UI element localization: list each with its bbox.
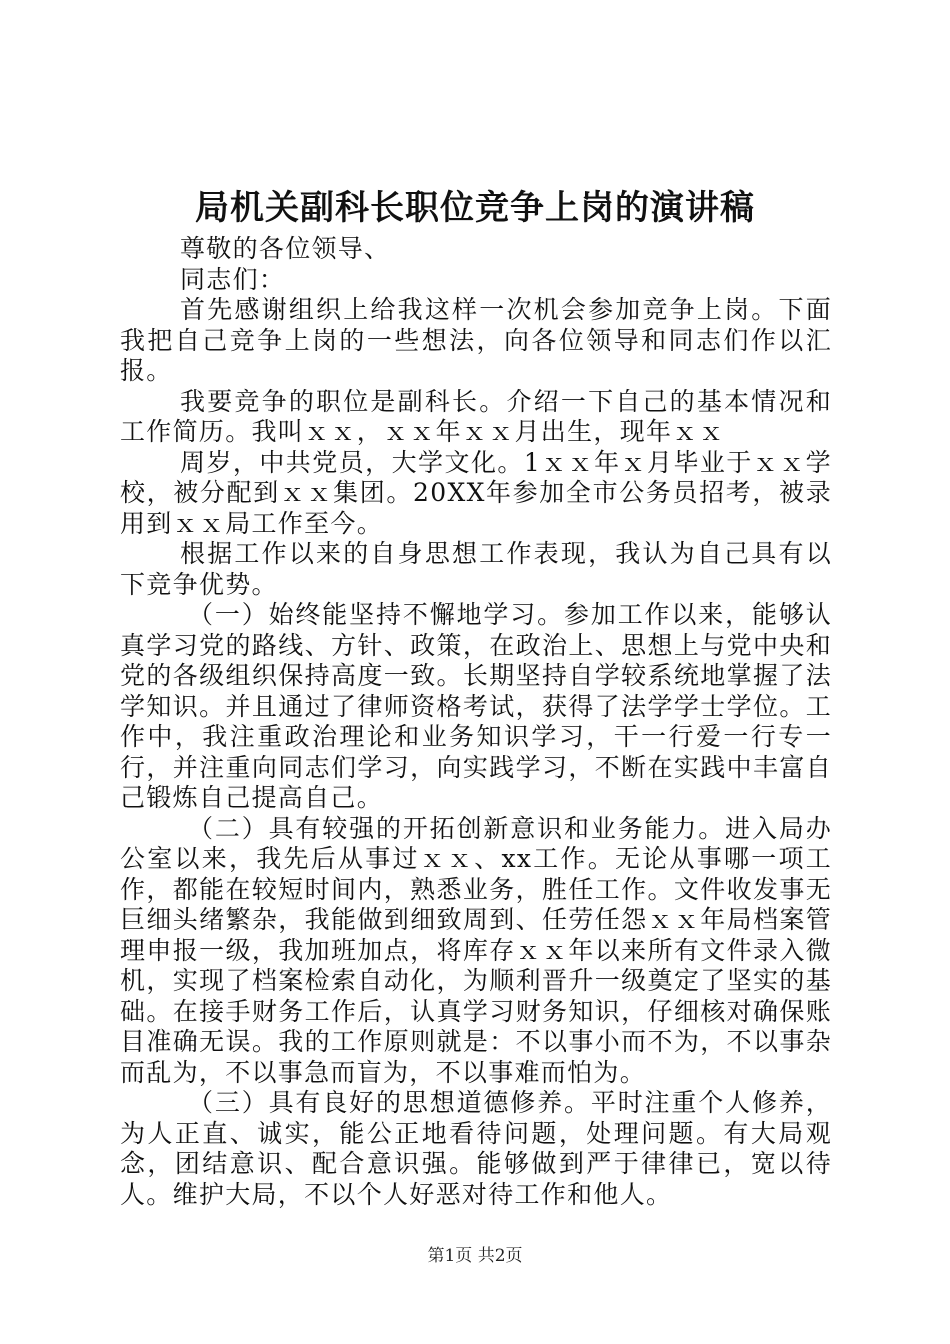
page-number-footer: 第1页 共2页 [427,1246,523,1266]
salutation-line-2: 同志们： [180,264,286,294]
salutation-line-1: 尊敬的各位领导、 [180,234,391,263]
paragraph-intro: 首先感谢组织上给我这样一次机会参加竞争上岗。下面我把自己竞争上岗的一些想法，向各位领导和同志们作以汇报。 [120,295,832,385]
paragraph-background: 周岁，中共党员，大学文化。1ｘｘ年ｘ月毕业于ｘｘ学校，被分配到ｘｘ集团。20XX年参加全市公务员招考，被录用到ｘｘ局工作至今。 [120,447,832,538]
document-title: 局机关副科长职位竞争上岗的演讲稿 [195,188,755,228]
paragraph-point-3: （三）具有良好的思想道德修养。平时注重个人修养，为人正直、诚实，能公正地看待问题，处理问题。有大局观念，团结意识、配合意识强。能够做到严于律律已，宽以待人。维护大局，不以个人好恶对待工作和他人。 [120,1088,832,1209]
paragraph-position: 我要竞争的职位是副科长。介绍一下自己的基本情况和工作简历。我叫ｘｘ，ｘｘ年ｘｘ月出生，现年ｘｘ [120,386,832,446]
document-body [120,234,832,1210]
paragraph-point-1: （一）始终能坚持不懈地学习。参加工作以来，能够认真学习党的路线、方针、政策，在政治上、思想上与党中央和党的各级组织保持高度一致。长期坚持自学较系统地掌握了法学知识。并且通过了律师资格考试，获得了法学学士学位。工作中，我注重政治理论和业务知识学习，干一行爱一行专一行，并注重向同志们学习，向实践学习，不断在实践中丰富自己锻炼自己提高自己。 [120,600,832,812]
paragraph-advantages: 根据工作以来的自身思想工作表现，我认为自己具有以下竞争优势。 [120,539,832,599]
paragraph-point-2: （二）具有较强的开拓创新意识和业务能力。进入局办公室以来，我先后从事过ｘｘ、xx工作。无论从事哪一项工作，都能在较短时间内，熟悉业务，胜任工作。文件收发事无巨细头绪繁杂，我能做到细致周到、任劳任怨ｘｘ年局档案管理申报一级，我加班加点，将库存ｘｘ年以来所有文件录入微机，实现了档案检索自动化，为顺利晋升一级奠定了坚实的基础。在接手财务工作后，认真学习财务知识，仔细核对确保账目准确无误。我的工作原则就是：不以事小而不为，不以事杂而乱为，不以事急而盲为，不以事难而怕为。 [120,813,832,1087]
